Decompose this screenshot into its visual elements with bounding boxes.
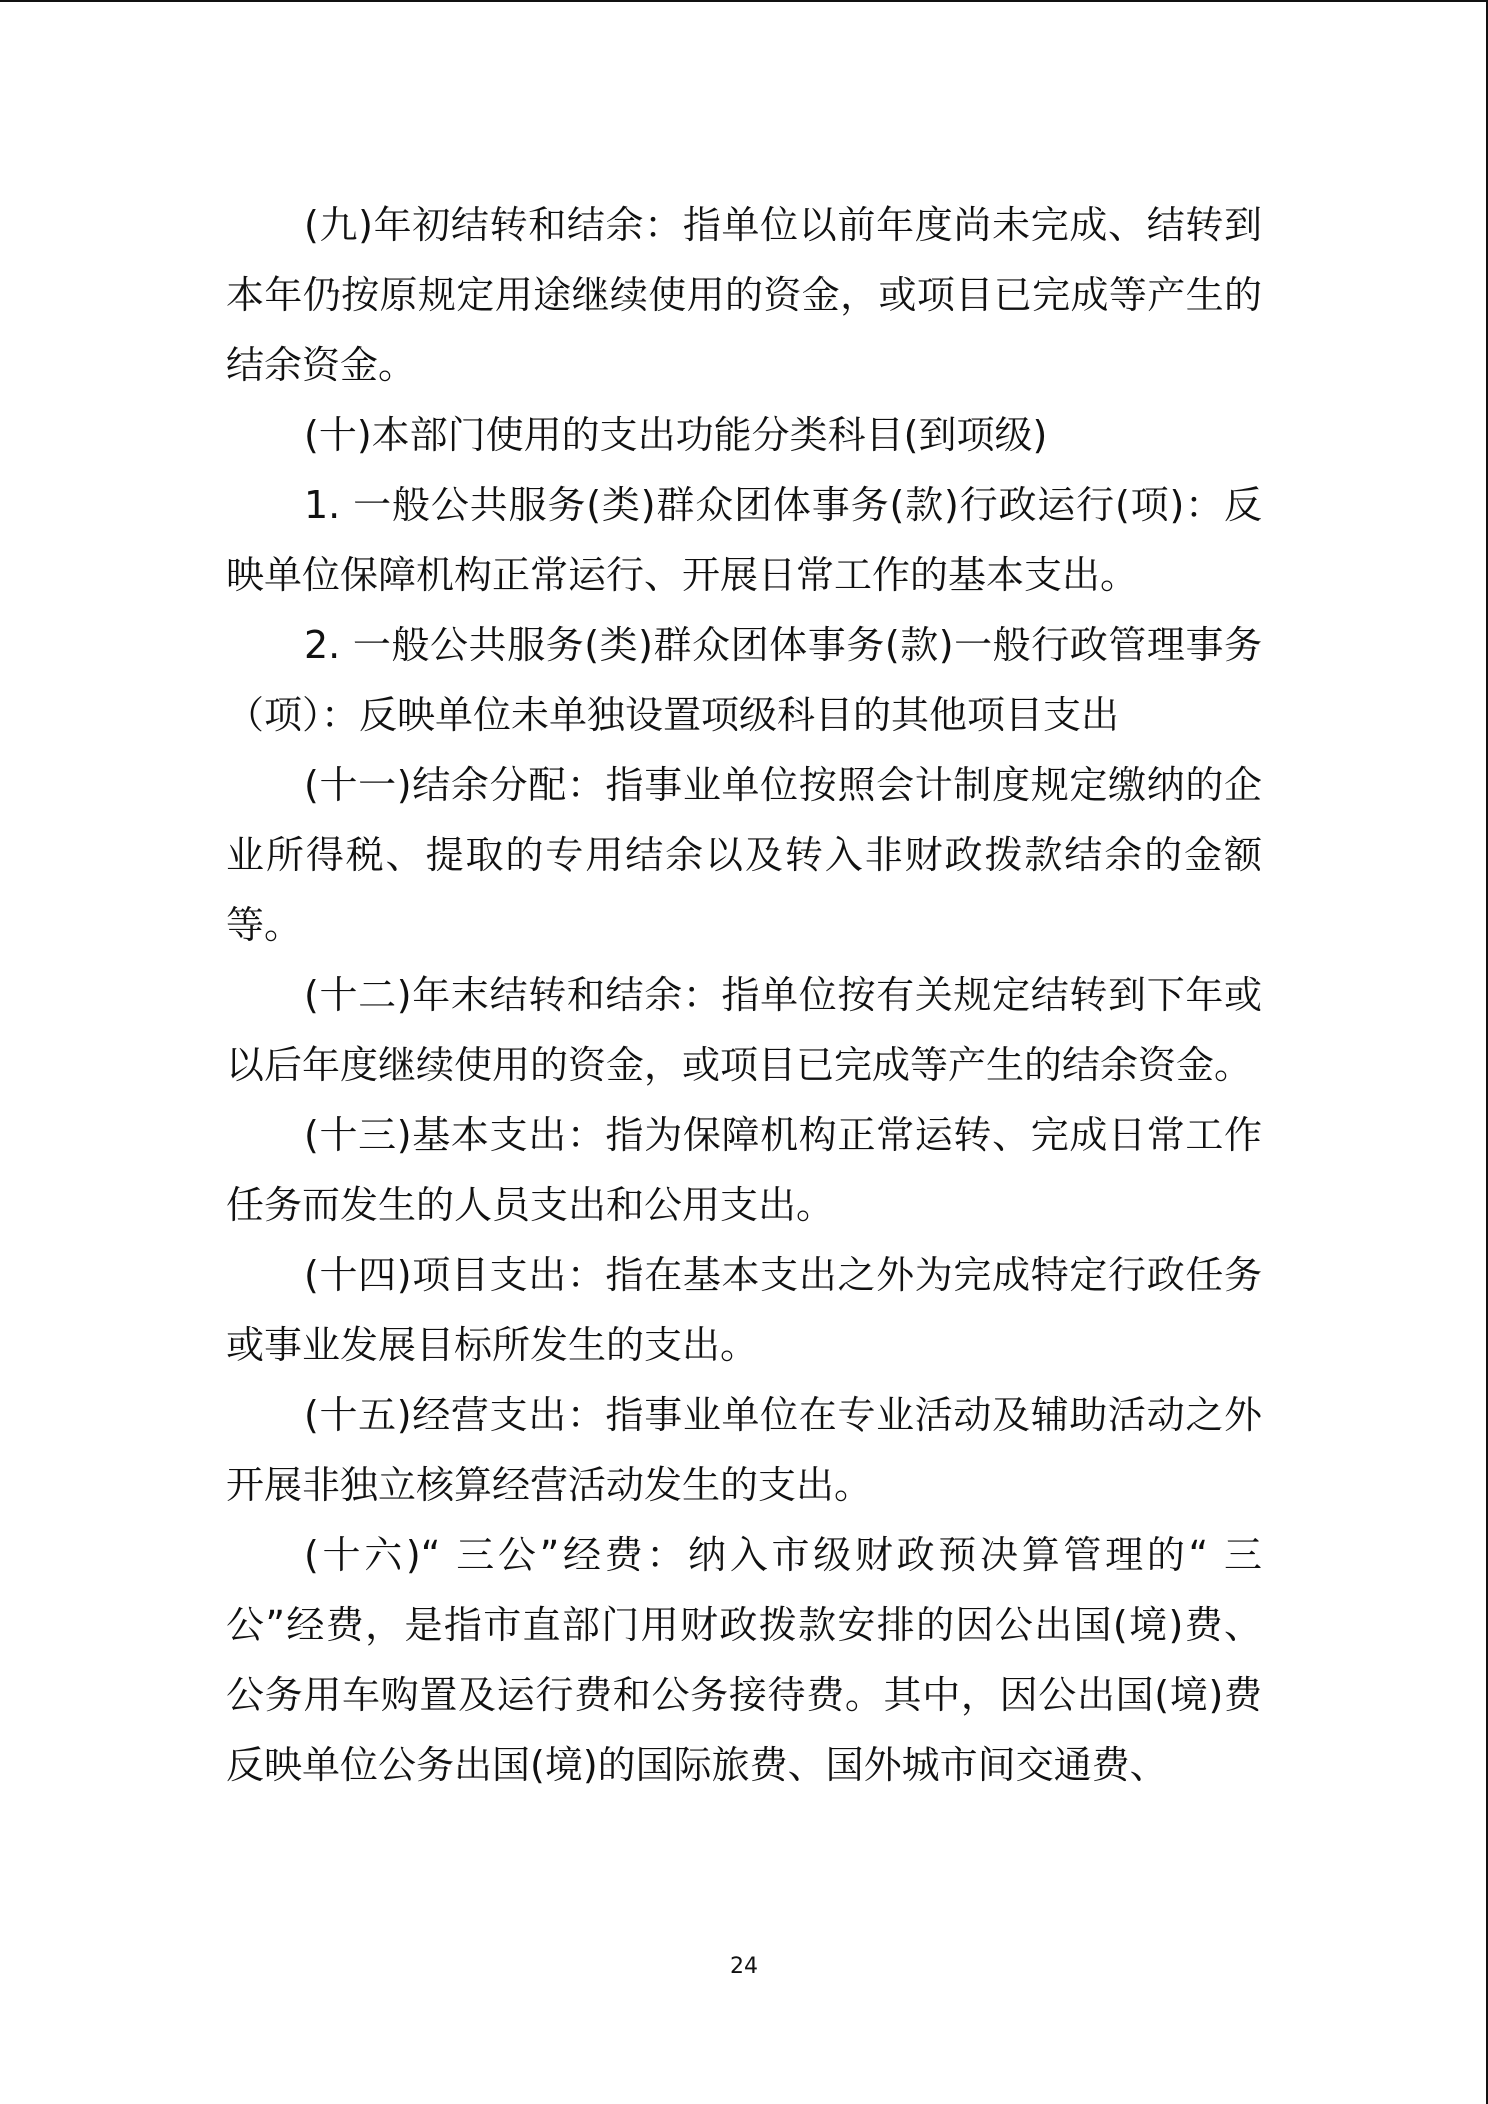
paragraph-11: (十一)结余分配：指事业单位按照会计制度规定缴纳的企业所得税、提取的专用结余以及转入非财政拨款结余的金额等。 — [226, 763, 1262, 947]
paragraph-12: (十二)年末结转和结余：指单位按有关规定结转到下年或以后年度继续使用的资金，或项目已完成等产生的结余资金。 — [226, 973, 1262, 1087]
paragraph-16: (十六)“ 三公”经费：纳入市级财政预决算管理的“ 三公”经费，是指市直部门用财政拨款安排的因公出国(境)费、公务用车购置及运行费和公务接待费。其中，因公出国(境)费反映单位公务出国(境)的国际旅费、国外城市间交通费、 — [226, 1533, 1262, 1787]
paragraph-10: (十)本部门使用的支出功能分类科目(到项级) — [304, 413, 1048, 457]
page-number: 24 — [730, 1954, 758, 1979]
document-body — [226, 190, 1262, 1800]
paragraph-10-item-2: 2. 一般公共服务(类)群众团体事务(款)一般行政管理事务（项）：反映单位未单独设置项级科目的其他项目支出 — [226, 623, 1262, 737]
paragraph-13: (十三)基本支出：指为保障机构正常运转、完成日常工作任务而发生的人员支出和公用支出。 — [226, 1113, 1262, 1227]
paragraph-10-item-1: 1. 一般公共服务(类)群众团体事务(款)行政运行(项)：反映单位保障机构正常运行、开展日常工作的基本支出。 — [226, 483, 1262, 597]
paragraph-9: (九)年初结转和结余：指单位以前年度尚未完成、结转到本年仍按原规定用途继续使用的资金，或项目已完成等产生的结余资金。 — [226, 203, 1262, 387]
paragraph-14: (十四)项目支出：指在基本支出之外为完成特定行政任务或事业发展目标所发生的支出。 — [226, 1253, 1262, 1367]
paragraph-15: (十五)经营支出：指事业单位在专业活动及辅助活动之外开展非独立核算经营活动发生的支出。 — [226, 1393, 1262, 1507]
